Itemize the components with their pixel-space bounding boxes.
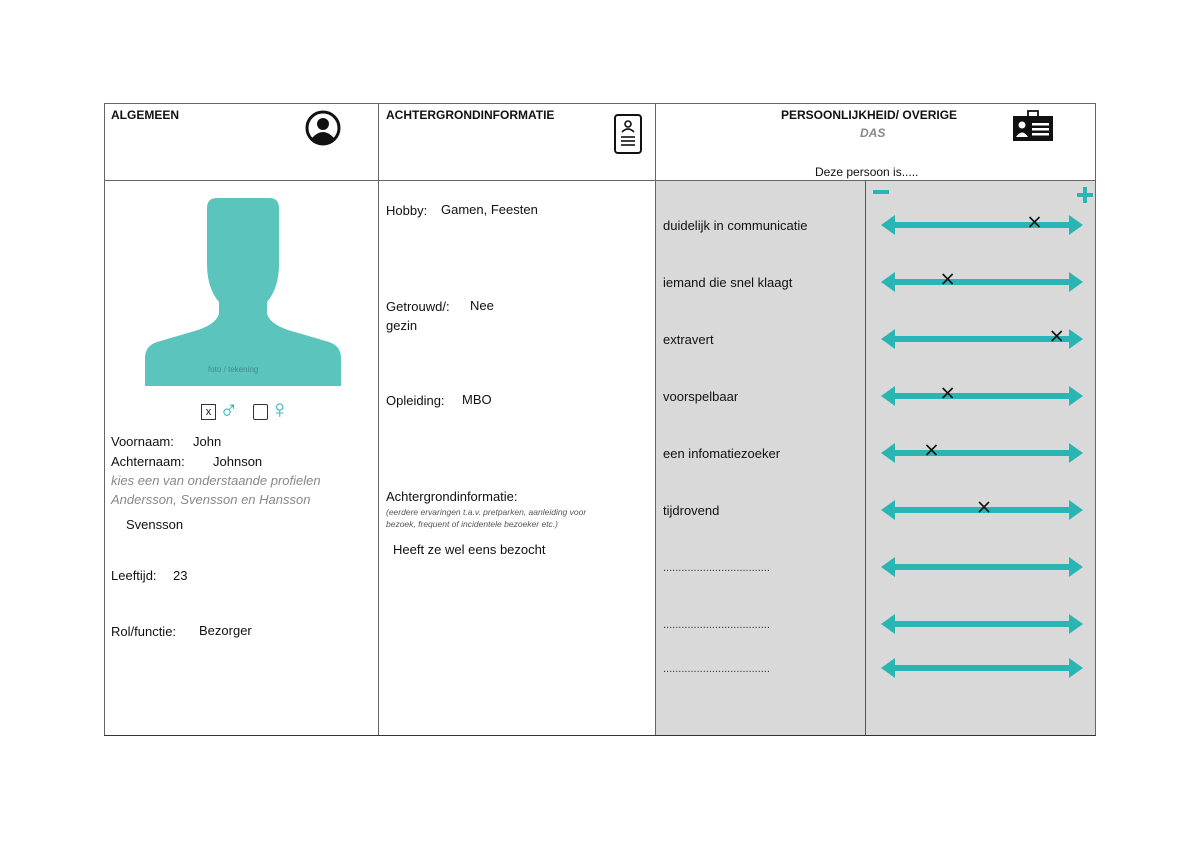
trait-scale-arrow[interactable] [878,270,1088,294]
trait-scale-arrow[interactable] [878,384,1088,408]
trait-scale-arrow[interactable] [878,441,1088,465]
married-label-2: gezin [386,318,418,333]
background-title: ACHTERGRONDINFORMATIE [386,108,555,122]
trait-label: iemand die snel klaagt [663,275,793,290]
male-symbol-icon: ♂ [219,394,239,424]
trait-label: een infomatiezoeker [663,446,781,461]
table-bottom-border [104,735,1096,736]
background-info-hint-1: (eerdere ervaringen t.a.v. pretparken, aanleiding voor [386,507,587,517]
trait-scale-arrow[interactable] [878,213,1088,237]
education-value[interactable]: MBO [462,392,492,407]
trait-list [656,181,1095,735]
age-value[interactable]: 23 [173,568,188,583]
background-info-hint-2: bezoek, frequent of incidentele bezoeker etc.) [386,519,558,529]
personality-subtitle: DAS [860,126,886,140]
first-name-value[interactable]: John [193,434,222,449]
profile-hint-2: Andersson, Svensson en Hansson [111,492,311,507]
personality-title: PERSOONLIJKHEID/ OVERIGE [781,108,958,122]
trait-label: tijdrovend [663,503,720,518]
trait-label: ................................... [663,562,770,574]
trait-label: voorspelbaar [663,389,739,404]
trait-scale-arrow[interactable] [878,555,1088,579]
trait-label: extravert [663,332,714,347]
profile-hint-1: kies een van onderstaande profielen [111,473,321,488]
col-border-1 [378,103,379,735]
col-border-right [1095,103,1096,735]
id-badge-icon [1012,110,1054,142]
trait-scale-arrow[interactable] [878,498,1088,522]
photo-caption: foto / tekening [208,365,259,374]
background-info-value[interactable]: Heeft ze wel eens bezocht [393,542,546,557]
personality-intro: Deze persoon is..... [815,165,919,179]
education-label: Opleiding: [386,393,445,408]
table-top-border [104,103,1096,104]
trait-scale-arrow[interactable] [878,656,1088,680]
role-label: Rol/functie: [111,624,177,639]
trait-scale-arrow[interactable] [878,612,1088,636]
trait-label: duidelijk in communicatie [663,218,808,233]
background-info-label: Achtergrondinformatie: [386,489,518,504]
col-border-left [104,103,105,735]
trait-label: ................................... [663,619,770,631]
profile-choice[interactable]: Svensson [126,517,184,532]
trait-scale-arrow[interactable] [878,327,1088,351]
role-value[interactable]: Bezorger [199,623,252,638]
age-label: Leeftijd: [111,568,157,583]
female-symbol-icon: ♀ [270,394,290,424]
last-name-value[interactable]: Johnson [213,454,263,469]
document-profile-icon [613,113,643,155]
married-label: Getrouwd/: [386,299,450,314]
last-name-label: Achternaam: [111,454,185,469]
male-checkbox[interactable]: x [201,404,216,420]
hobby-label: Hobby: [386,203,428,218]
trait-label: ................................... [663,663,770,675]
female-checkbox[interactable] [253,404,268,420]
photo-placeholder [145,196,341,386]
married-value[interactable]: Nee [470,298,494,313]
user-circle-icon [305,110,341,146]
first-name-label: Voornaam: [111,434,174,449]
general-title: ALGEMEEN [111,108,180,122]
hobby-value[interactable]: Gamen, Feesten [441,202,538,217]
